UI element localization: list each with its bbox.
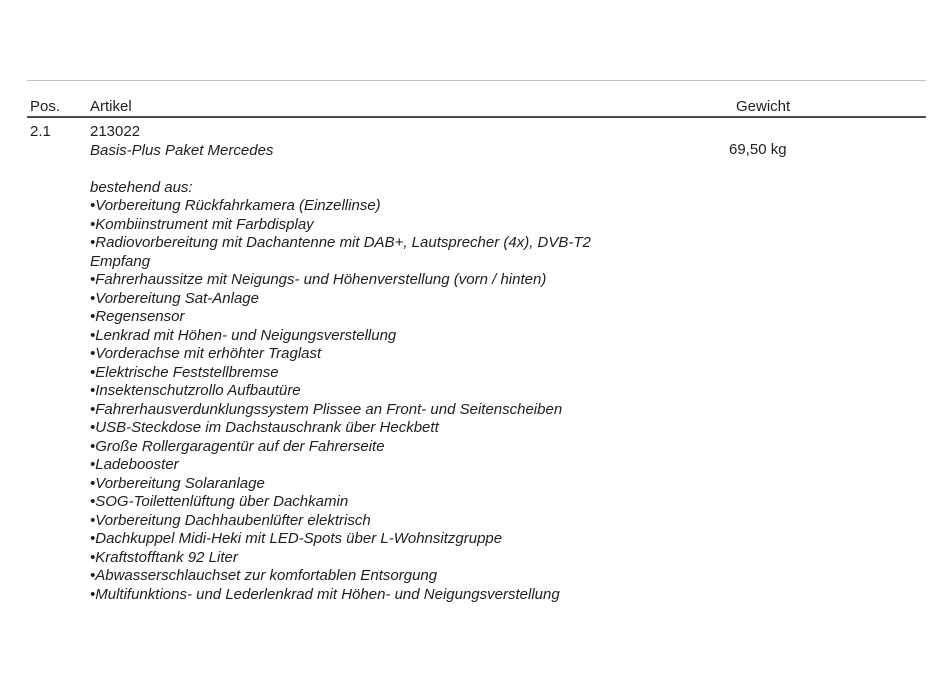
package-item-line: •Multifunktions- und Lederlenkrad mit Höhen- und Neigungsverstellung bbox=[90, 585, 560, 603]
weight-value: 69,50 kg bbox=[729, 141, 787, 158]
package-item-line: •Vorbereitung Dachhaubenlüfter elektrisch bbox=[90, 511, 371, 529]
package-item-line: •SOG-Toilettenlüftung über Dachkamin bbox=[90, 493, 349, 510]
package-item-line: •Regensensor bbox=[90, 308, 185, 325]
package-item-line: •Vorbereitung Sat-Anlage bbox=[90, 289, 259, 307]
package-item-list bbox=[90, 197, 690, 604]
article-name: Basis-Plus Paket Mercedes bbox=[90, 141, 274, 159]
position-number: 2.1 bbox=[30, 123, 51, 140]
package-item-line: •USB-Steckdose im Dachstauschrank über Heckbett bbox=[90, 419, 439, 436]
package-item-line: Empfang bbox=[90, 252, 151, 270]
package-item-line: •Vorbereitung Rückfahrkamera (Einzellinse) bbox=[90, 197, 381, 214]
column-header-artikel: Artikel bbox=[90, 98, 132, 115]
package-item-line: •Vorderachse mit erhöhter Traglast bbox=[90, 345, 322, 362]
package-item-line: •Fahrerhaussitze mit Neigungs- und Höhenverstellung (vorn / hinten) bbox=[90, 271, 547, 288]
package-item-line: •Dachkuppel Midi-Heki mit LED-Spots über L-Wohnsitzgruppe bbox=[90, 530, 503, 547]
table-top-rule bbox=[27, 80, 926, 81]
column-header-pos: Pos. bbox=[30, 98, 61, 115]
package-item-line: •Lenkrad mit Höhen- und Neigungsverstellung bbox=[90, 326, 397, 344]
package-item-line: •Abwasserschlauchset zur komfortablen Entsorgung bbox=[90, 567, 438, 584]
package-item-line: •Ladebooster bbox=[90, 456, 179, 473]
package-item-line: •Große Rollergaragentür auf der Fahrerseite bbox=[90, 437, 385, 455]
package-item-line: •Elektrische Feststellbremse bbox=[90, 363, 279, 381]
package-item-line: •Kombiinstrument mit Farbdisplay bbox=[90, 215, 314, 233]
package-intro: bestehend aus: bbox=[90, 178, 193, 196]
package-item-line: •Radiovorbereitung mit Dachantenne mit DAB+, Lautsprecher (4x), DVB-T2 bbox=[90, 234, 591, 251]
package-item-line: •Kraftstofftank 92 Liter bbox=[90, 548, 238, 566]
article-column bbox=[90, 123, 690, 604]
article-number: 213022 bbox=[90, 123, 141, 140]
column-header-gewicht: Gewicht bbox=[736, 98, 791, 115]
package-item-line: •Fahrerhausverdunklungssystem Plissee an Front- und Seitenscheiben bbox=[90, 400, 563, 418]
table-header-rule bbox=[27, 116, 926, 118]
package-item-line: •Insektenschutzrollo Aufbautüre bbox=[90, 382, 301, 399]
spacer-line bbox=[90, 160, 690, 179]
package-item-line: •Vorbereitung Solaranlage bbox=[90, 474, 265, 492]
